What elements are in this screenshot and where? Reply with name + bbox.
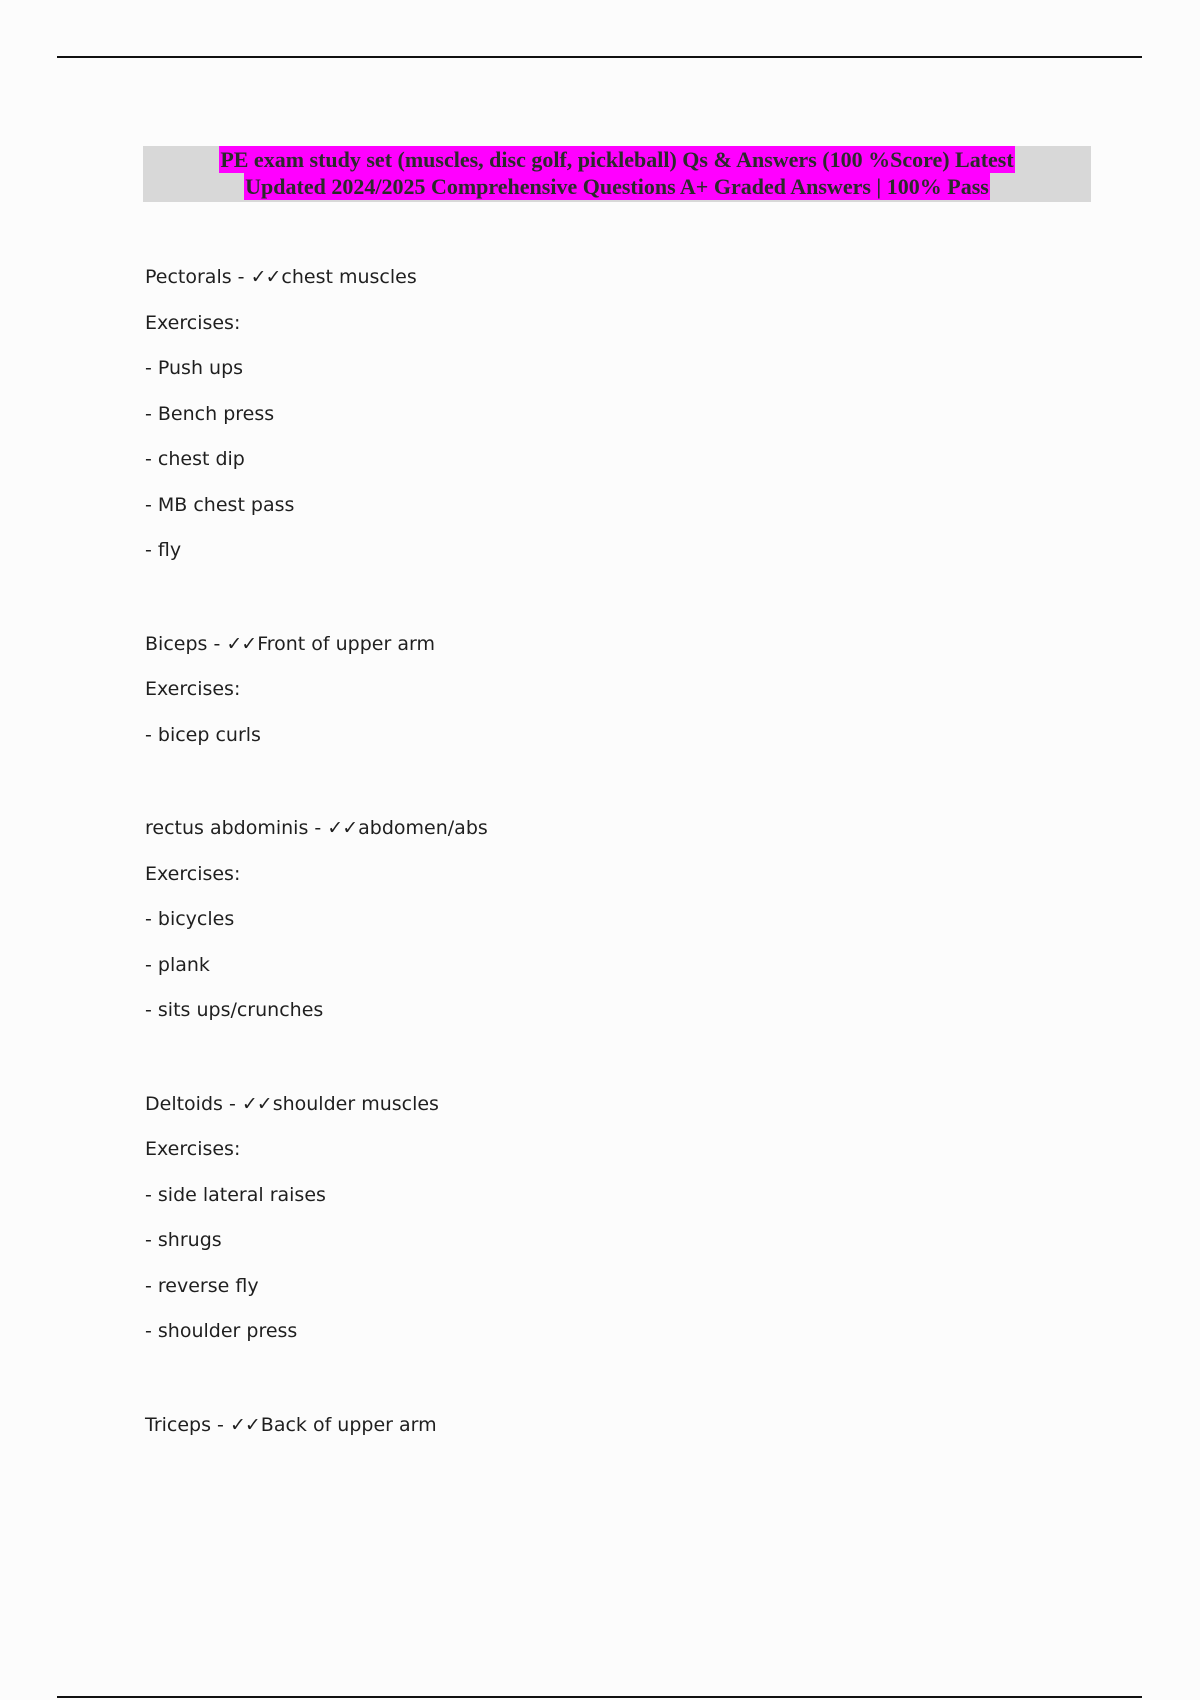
exercise-item: - reverse fly	[145, 1274, 259, 1297]
term-definition: chest muscles	[281, 266, 417, 288]
check-icon: ✓✓	[229, 1413, 260, 1436]
footer-rule	[57, 1696, 1142, 1698]
term: Biceps -	[145, 632, 227, 655]
exercises-label: Exercises:	[145, 862, 241, 885]
term-definition: Back of upper arm	[260, 1413, 437, 1436]
term: rectus abdominis -	[145, 817, 328, 839]
term-section-triceps	[145, 1410, 1045, 1456]
term-section-rectus-abdominis	[145, 813, 1045, 1041]
exercise-item: - plank	[145, 953, 210, 976]
exercises-label: Exercises:	[145, 678, 241, 700]
document-content	[145, 262, 1045, 1503]
term: Deltoids -	[145, 1092, 242, 1115]
exercise-item: - MB chest pass	[145, 493, 295, 516]
check-icon: ✓✓	[327, 817, 358, 839]
document-title	[143, 146, 1091, 202]
exercises-label: Exercises:	[145, 311, 241, 334]
check-icon: ✓✓	[226, 632, 257, 655]
term-line	[145, 629, 1045, 675]
exercises-label: Exercises:	[145, 1138, 241, 1160]
exercise-item: - bicycles	[145, 908, 235, 930]
term-line	[145, 813, 1045, 859]
exercise-item: - bicep curls	[145, 723, 261, 746]
term-definition: Front of upper arm	[257, 632, 435, 655]
term-line	[145, 1089, 1045, 1135]
exercise-item: - shrugs	[145, 1229, 222, 1251]
title-line-1: PE exam study set (muscles, disc golf, pickleball) Qs & Answers (100 %Score) Latest	[220, 147, 1014, 172]
term-line	[145, 262, 1045, 308]
exercise-item: - side lateral raises	[145, 1183, 326, 1206]
term-definition: abdomen/abs	[358, 817, 488, 839]
exercise-item: - Push ups	[145, 357, 244, 379]
term: Triceps -	[145, 1413, 230, 1436]
exercise-item: - shoulder press	[145, 1320, 298, 1342]
term: Pectorals -	[145, 266, 251, 288]
check-icon: ✓✓	[241, 1092, 272, 1115]
term-section-deltoids	[145, 1089, 1045, 1362]
exercise-item: - fly	[145, 539, 182, 561]
term-section-biceps	[145, 629, 1045, 766]
header-rule	[57, 56, 1142, 58]
title-line-2: Updated 2024/2025 Comprehensive Questions A+ Graded Answers | 100% Pass	[245, 174, 989, 199]
term-line	[145, 1410, 1045, 1456]
check-icon: ✓✓	[250, 266, 281, 288]
exercise-item: - Bench press	[145, 402, 275, 425]
exercise-item: - chest dip	[145, 448, 245, 470]
term-section-pectorals	[145, 262, 1045, 581]
term-definition: shoulder muscles	[272, 1092, 439, 1115]
exercise-item: - sits ups/crunches	[145, 999, 324, 1021]
